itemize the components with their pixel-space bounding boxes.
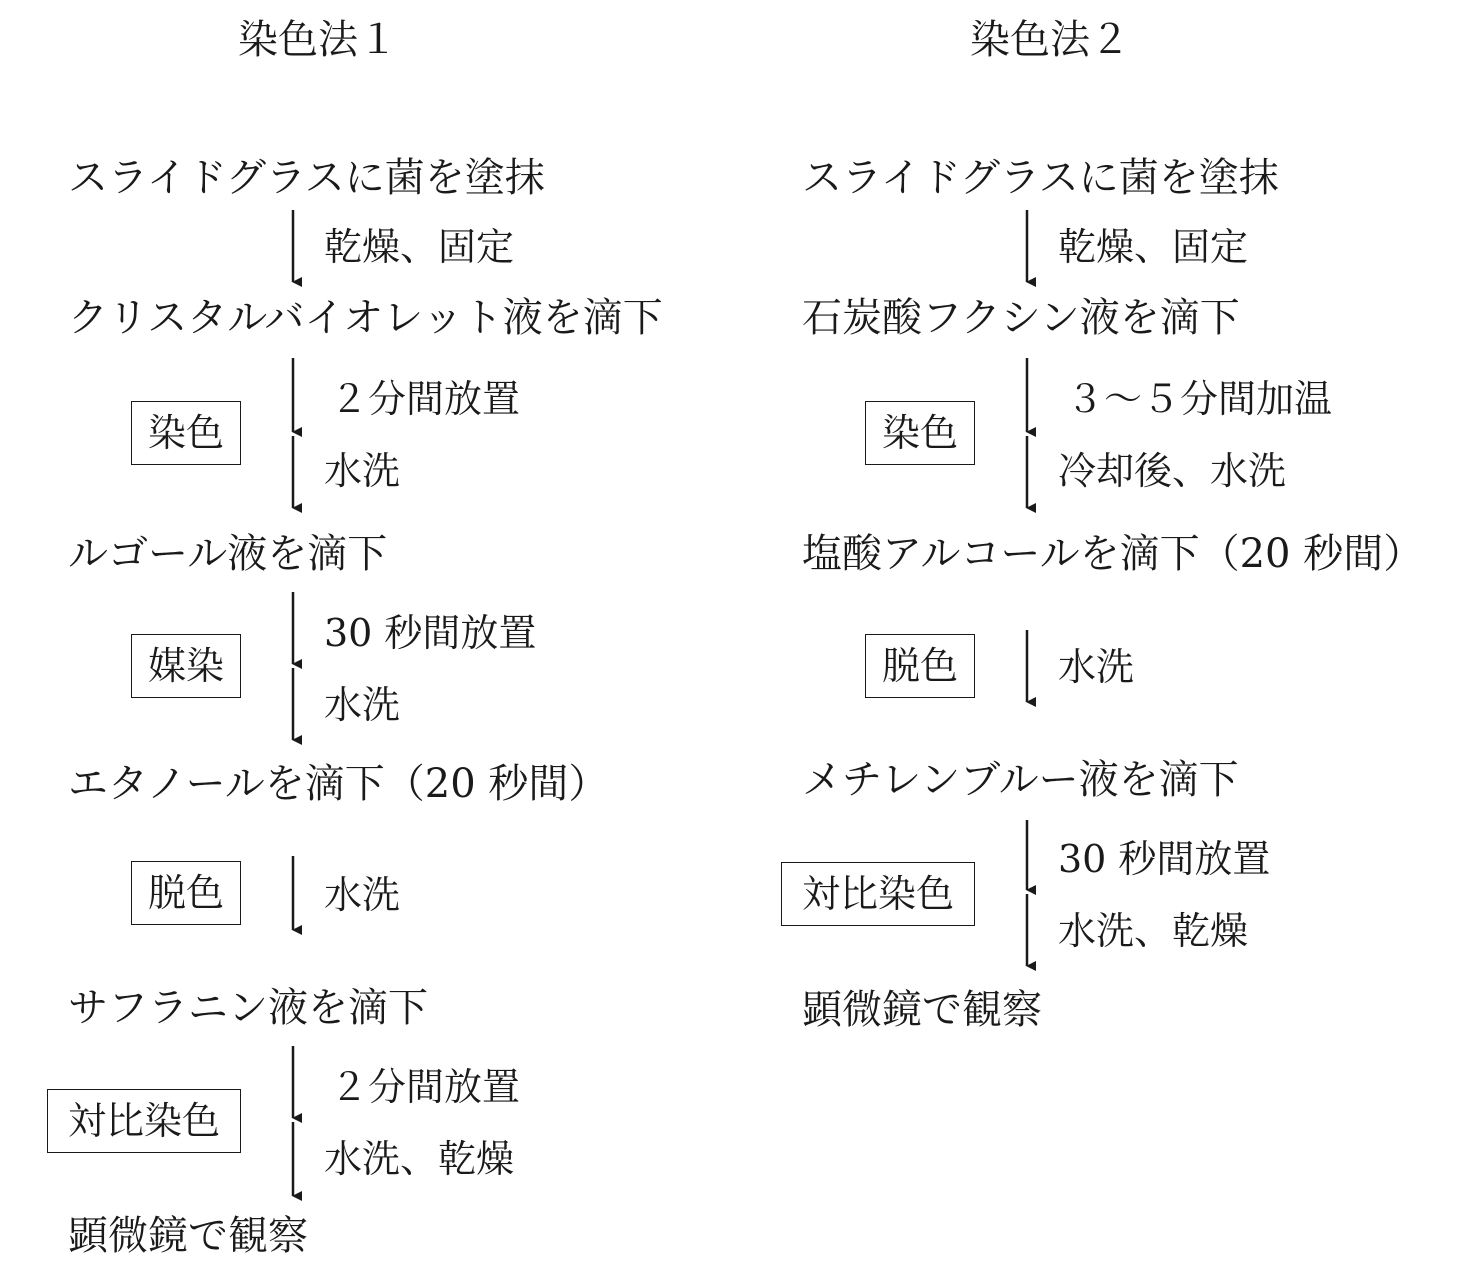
m1-step-crystal-violet: クリスタルバイオレット液を滴下 — [68, 295, 663, 341]
m2-cond-cool-rinse: 冷却後、水洗 — [1058, 449, 1287, 493]
m1-box-counterstain: 対比染色 — [47, 1089, 241, 1153]
m2-step-methylene-blue: メチレンブルー液を滴下 — [802, 757, 1239, 803]
m1-step-ethanol: エタノールを滴下（20 秒間） — [68, 761, 609, 807]
m1-cond-rinse-dry: 水洗、乾燥 — [324, 1137, 515, 1181]
m1-step-lugol: ルゴール液を滴下 — [68, 531, 388, 577]
m2-cond-stand-30s: 30 秒間放置 — [1058, 837, 1271, 881]
m2-step-smear: スライドグラスに菌を塗抹 — [802, 155, 1279, 201]
m2-box-staining: 染色 — [865, 401, 975, 465]
m2-step-acid-alcohol: 塩酸アルコールを滴下（20 秒間） — [802, 531, 1424, 577]
m1-box-mordant: 媒染 — [131, 634, 241, 698]
m1-box-staining: 染色 — [131, 401, 241, 465]
m1-step-safranin: サフラニン液を滴下 — [68, 985, 428, 1031]
m2-box-decolorize: 脱色 — [865, 634, 975, 698]
m2-cond-rinse: 水洗 — [1058, 645, 1135, 689]
m2-cond-rinse-dry: 水洗、乾燥 — [1058, 909, 1249, 953]
m1-cond-stand-30s: 30 秒間放置 — [324, 611, 537, 655]
method1-title: 染色法１ — [238, 17, 398, 63]
m1-cond-rinse-2: 水洗 — [324, 683, 401, 727]
m1-cond-rinse-1: 水洗 — [324, 449, 401, 493]
m1-box-decolorize: 脱色 — [131, 861, 241, 925]
m1-cond-rinse-3: 水洗 — [324, 873, 401, 917]
m1-cond-dry-fix: 乾燥、固定 — [324, 225, 515, 269]
m2-box-counterstain: 対比染色 — [781, 862, 975, 926]
m1-cond-stand-2min: ２分間放置 — [330, 377, 521, 421]
m1-cond-stand-2min-b: ２分間放置 — [330, 1065, 521, 1109]
m1-step-observe: 顕微鏡で観察 — [68, 1213, 308, 1259]
m1-step-smear: スライドグラスに菌を塗抹 — [68, 155, 545, 201]
method2-title: 染色法２ — [970, 17, 1130, 63]
m2-step-carbol-fuchsin: 石炭酸フクシン液を滴下 — [802, 295, 1240, 341]
m2-step-observe: 顕微鏡で観察 — [802, 987, 1042, 1033]
m2-cond-dry-fix-label: 乾燥、固定 — [1058, 225, 1249, 269]
m2-cond-warm: ３～５分間加温 — [1066, 377, 1333, 421]
